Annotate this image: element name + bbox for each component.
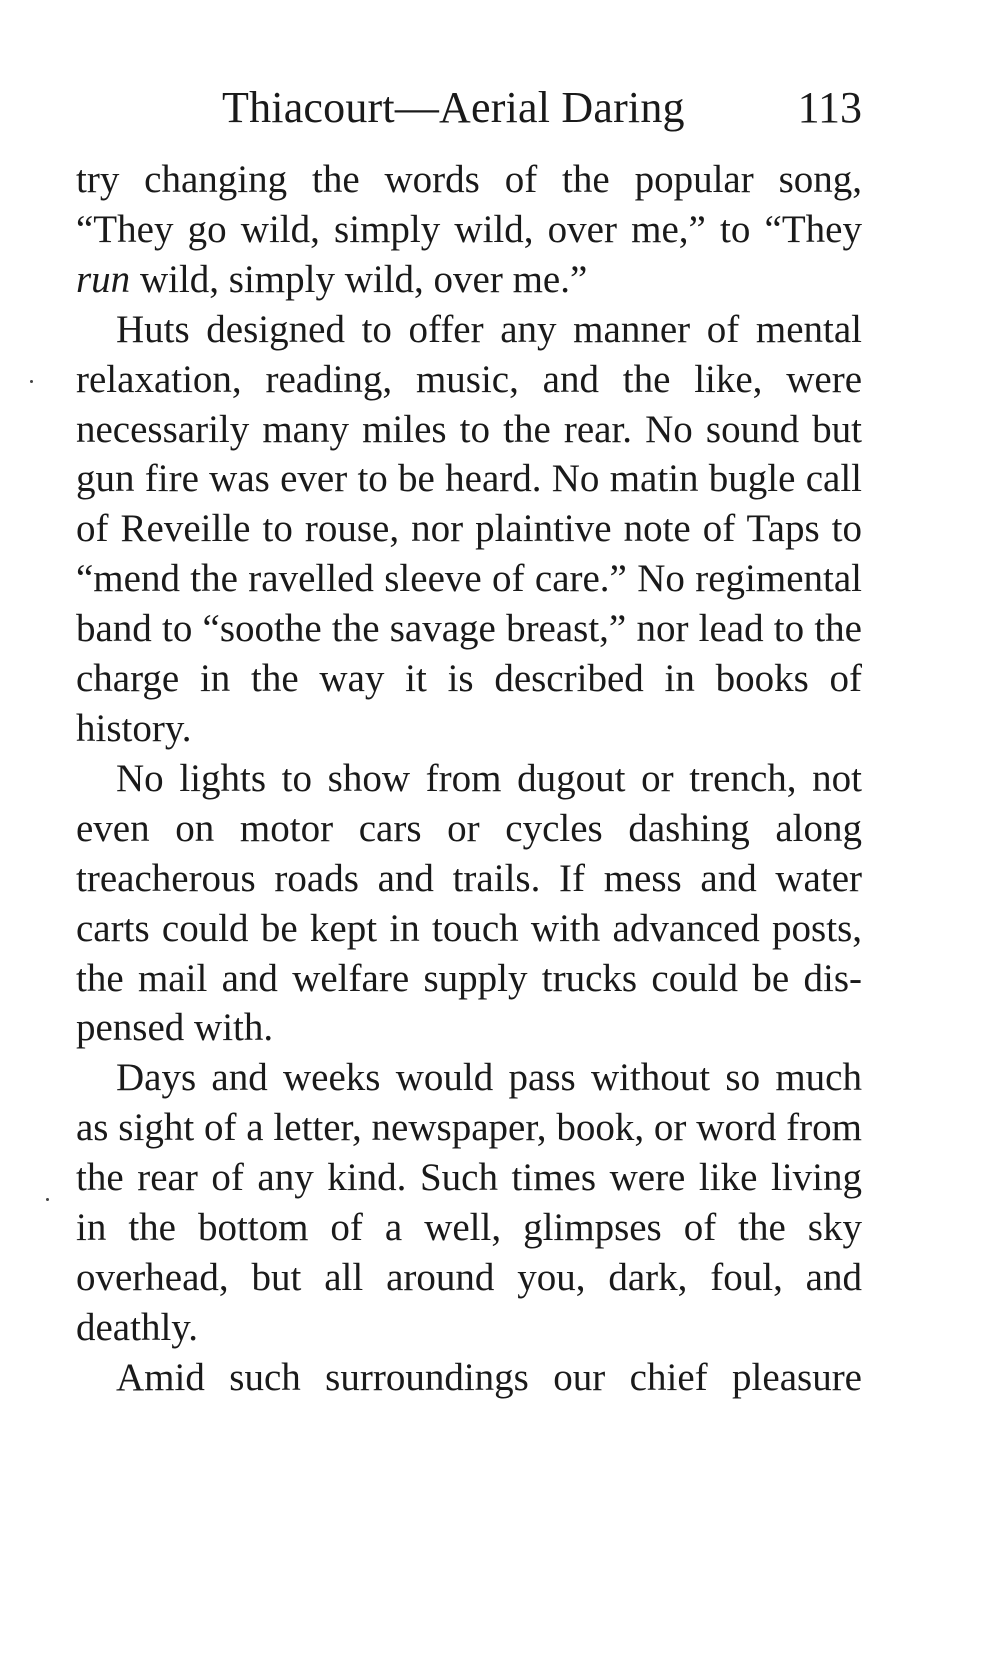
italic-word: run: [76, 257, 131, 301]
paragraph-text: No lights to show from dugout or trench, not even on motor cars or cycles dashing along treacherous roads and trails. If mess and water carts could be kept in touch with advanced posts, the mail and welfare supply trucks could be dis-pensed with.: [76, 756, 862, 1050]
paragraph-text: wild, simply wild, over me.”: [130, 257, 588, 301]
paragraph-text: Days and weeks would pass without so much as sight of a letter, newspaper, book, or word from the rear of any kind. Such times were like living in the bottom of a well, glimpses of the sky overhead, but all around you, dark, foul, and deathly.: [76, 1056, 862, 1349]
page-header: [222, 80, 862, 140]
paragraph: [76, 305, 862, 754]
paragraph-continues-next-page: [76, 1353, 862, 1403]
print-speck: [46, 1198, 49, 1201]
paragraph-text: try changing the words of the popular song, “They go wild, simply wild, over me,” to “They: [76, 158, 862, 251]
paragraph-text: Amid such surroundings our chief pleasure: [116, 1355, 862, 1399]
paragraph: [76, 754, 862, 1053]
print-speck: [30, 380, 33, 383]
paragraph: [76, 1053, 862, 1352]
running-title: Thiacourt—Aerial Daring: [222, 83, 685, 132]
body-text: [76, 155, 862, 1403]
page-number: 113: [797, 83, 862, 132]
paragraph-continued: [76, 155, 862, 305]
paragraph-text: Huts designed to offer any manner of mental relaxation, reading, music, and the like, were necessarily many miles to the rear. No sound but gun fire was ever to be heard. No matin bugle call of Reveille to rouse, nor plaintive note of Taps to “mend the ravelled sleeve of care.” No regimental band to “soothe the savage breast,” nor lead to the charge in the way it is described in books of history.: [76, 307, 862, 750]
